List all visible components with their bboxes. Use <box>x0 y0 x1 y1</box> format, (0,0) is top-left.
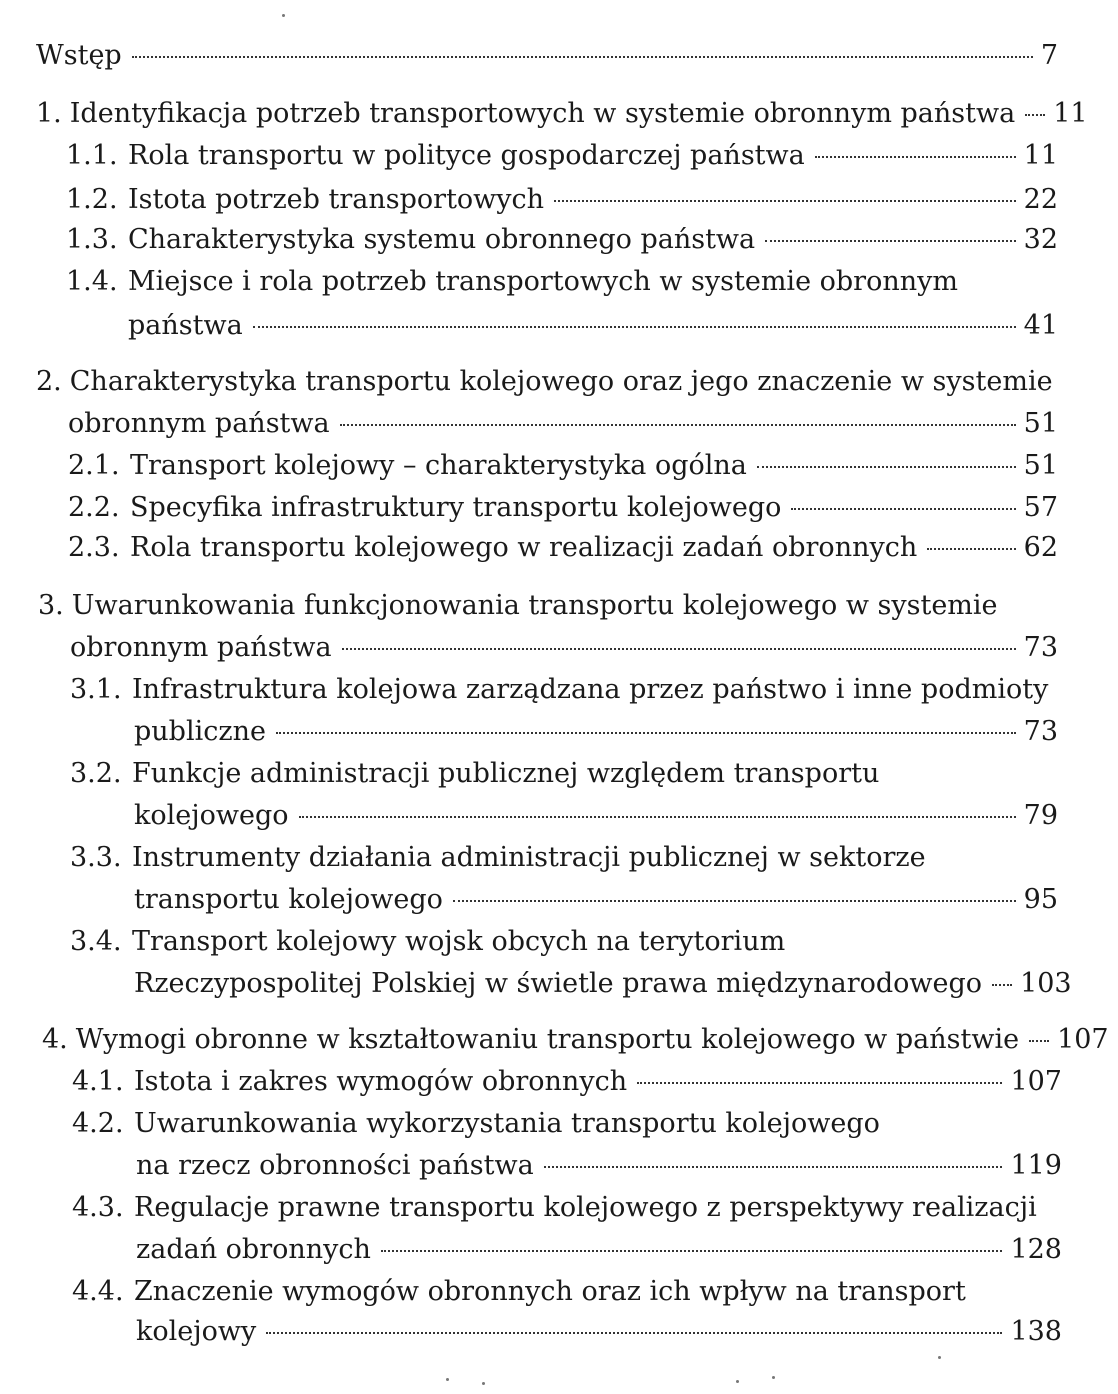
toc-section-1-1[interactable] <box>66 136 1058 176</box>
toc-section-title: Istota i zakres wymogów obronnych <box>134 1066 628 1097</box>
dot-leader <box>757 466 1016 468</box>
toc-section-title-continued: kolejowy <box>136 1316 257 1347</box>
toc-section-title: Istota potrzeb transportowych <box>128 184 545 215</box>
toc-section-3-1-line2[interactable] <box>134 712 1058 752</box>
toc-section-page: 62 <box>1023 532 1058 563</box>
dot-leader <box>276 732 1016 734</box>
toc-section-number: 2.3. <box>68 532 120 563</box>
toc-section-number: 4.1. <box>72 1066 124 1097</box>
toc-section-title: Rola transportu w polityce gospodarczej państwa <box>128 140 805 171</box>
dot-leader <box>453 900 1016 902</box>
toc-section-number: 1.1. <box>66 140 118 171</box>
scan-speck <box>736 1380 739 1383</box>
toc-section-title-continued: transportu kolejowego <box>134 884 443 915</box>
toc-section-title: Transport kolejowy wojsk obcych na terytorium <box>132 926 786 957</box>
scan-speck <box>282 14 285 17</box>
toc-section-1-3[interactable] <box>66 220 1058 260</box>
toc-section-page: 57 <box>1023 492 1058 523</box>
toc-entry-page: 7 <box>1040 40 1058 71</box>
toc-chapter-page: 51 <box>1023 408 1058 439</box>
scan-speck <box>938 1356 941 1359</box>
toc-section-number: 2.1. <box>68 450 120 481</box>
toc-section-page: 107 <box>1010 1066 1062 1097</box>
toc-section-page: 95 <box>1023 884 1058 915</box>
toc-section-4-1[interactable] <box>72 1062 1062 1102</box>
toc-chapter-number: 1. <box>36 98 62 129</box>
toc-chapter-3-line2[interactable] <box>70 628 1058 668</box>
toc-section-title: Rola transportu kolejowego w realizacji zadań obronnych <box>130 532 918 563</box>
toc-section-3-2-line2[interactable] <box>134 796 1058 836</box>
toc-section-1-4-line2[interactable] <box>128 306 1058 346</box>
dot-leader <box>815 156 1016 158</box>
toc-chapter-2-line2[interactable] <box>68 404 1058 444</box>
toc-section-4-2-line2[interactable] <box>136 1146 1062 1186</box>
toc-section-title-continued: Rzeczypospolitej Polskiej w świetle prawa międzynarodowego <box>134 968 983 999</box>
toc-section-number: 3.2. <box>70 758 122 789</box>
toc-section-title: Instrumenty działania administracji publicznej w sektorze <box>132 842 926 873</box>
toc-section-title-continued: publiczne <box>134 716 266 747</box>
toc-section-page: 73 <box>1023 716 1058 747</box>
toc-section-4-2-line1[interactable] <box>72 1104 1062 1144</box>
toc-section-title: Infrastruktura kolejowa zarządzana przez państwo i inne podmioty <box>132 674 1049 705</box>
toc-section-2-3[interactable] <box>68 528 1058 568</box>
toc-section-1-4-line1[interactable] <box>66 262 1058 302</box>
toc-section-4-3-line2[interactable] <box>136 1230 1062 1270</box>
toc-section-page: 11 <box>1023 140 1058 171</box>
toc-section-title: Znaczenie wymogów obronnych oraz ich wpływ na transport <box>134 1276 966 1307</box>
toc-chapter-page: 107 <box>1057 1024 1109 1055</box>
toc-section-title: Specyfika infrastruktury transportu kolejowego <box>130 492 782 523</box>
toc-chapter-number: 3. <box>38 590 64 621</box>
toc-section-number: 1.2. <box>66 184 118 215</box>
dot-leader <box>1029 1040 1049 1042</box>
toc-chapter-number: 4. <box>42 1024 68 1055</box>
toc-section-number: 4.2. <box>72 1108 124 1139</box>
toc-section-number: 4.3. <box>72 1192 124 1223</box>
toc-section-page: 51 <box>1023 450 1058 481</box>
toc-chapter-title: Identyfikacja potrzeb transportowych w systemie obronnym państwa <box>69 98 1016 129</box>
toc-section-title: Miejsce i rola potrzeb transportowych w systemie obronnym <box>128 266 958 297</box>
toc-entry-title: Wstęp <box>36 40 122 71</box>
toc-section-page: 79 <box>1023 800 1058 831</box>
toc-section-number: 1.4. <box>66 266 118 297</box>
toc-chapter-title-continued: obronnym państwa <box>68 408 330 439</box>
toc-section-3-4-line2[interactable] <box>134 964 1072 1004</box>
toc-section-page: 138 <box>1010 1316 1062 1347</box>
dot-leader <box>266 1332 1002 1334</box>
toc-chapter-title: Charakterystyka transportu kolejowego oraz jego znaczenie w systemie <box>69 366 1053 397</box>
toc-section-title-continued: kolejowego <box>134 800 289 831</box>
toc-section-3-3-line2[interactable] <box>134 880 1058 920</box>
toc-section-number: 4.4. <box>72 1276 124 1307</box>
toc-section-number: 2.2. <box>68 492 120 523</box>
toc-section-number: 3.4. <box>70 926 122 957</box>
toc-section-title: Uwarunkowania wykorzystania transportu kolejowego <box>134 1108 880 1139</box>
toc-section-3-2-line1[interactable] <box>70 754 1058 794</box>
toc-section-page: 32 <box>1023 224 1058 255</box>
toc-section-page: 41 <box>1023 310 1058 341</box>
toc-chapter-2-line1[interactable] <box>36 362 1058 402</box>
dot-leader <box>544 1166 1003 1168</box>
toc-chapter-title-continued: obronnym państwa <box>70 632 332 663</box>
toc-section-3-1-line1[interactable] <box>70 670 1058 710</box>
dot-leader <box>554 200 1016 202</box>
dot-leader <box>381 1250 1003 1252</box>
toc-section-title: Transport kolejowy – charakterystyka ogólna <box>130 450 747 481</box>
toc-chapter-1[interactable] <box>36 94 1088 134</box>
toc-entry-intro[interactable] <box>36 36 1058 76</box>
dot-leader <box>253 326 1016 328</box>
dot-leader <box>1025 114 1045 116</box>
toc-section-title-continued: na rzecz obronności państwa <box>136 1150 534 1181</box>
dot-leader <box>340 424 1016 426</box>
toc-section-title-continued: zadań obronnych <box>136 1234 371 1265</box>
toc-section-2-2[interactable] <box>68 488 1058 528</box>
toc-chapter-number: 2. <box>36 366 62 397</box>
scan-speck <box>772 1376 775 1379</box>
toc-section-3-3-line1[interactable] <box>70 838 1058 878</box>
scan-speck <box>446 1378 449 1381</box>
toc-chapter-title: Uwarunkowania funkcjonowania transportu kolejowego w systemie <box>71 590 998 621</box>
dot-leader <box>132 56 1033 58</box>
toc-section-title: Charakterystyka systemu obronnego państwa <box>128 224 756 255</box>
dot-leader <box>637 1082 1002 1084</box>
dot-leader <box>342 648 1016 650</box>
toc-section-1-2[interactable] <box>66 180 1058 220</box>
toc-section-title: Funkcje administracji publicznej względem transportu <box>132 758 880 789</box>
toc-section-4-4-line2[interactable] <box>136 1312 1062 1352</box>
toc-section-page: 128 <box>1010 1234 1062 1265</box>
toc-chapter-page: 11 <box>1053 98 1088 129</box>
toc-section-number: 1.3. <box>66 224 118 255</box>
toc-section-page: 103 <box>1020 968 1072 999</box>
dot-leader <box>791 508 1015 510</box>
toc-section-4-3-line1[interactable] <box>72 1188 1062 1228</box>
toc-section-2-1[interactable] <box>68 446 1058 486</box>
scan-speck <box>482 1382 485 1385</box>
dot-leader <box>927 548 1015 550</box>
toc-chapter-3-line1[interactable] <box>38 586 1058 626</box>
dot-leader <box>299 816 1016 818</box>
toc-section-page: 22 <box>1023 184 1058 215</box>
toc-section-4-4-line1[interactable] <box>72 1272 1062 1312</box>
toc-chapter-page: 73 <box>1023 632 1058 663</box>
toc-section-title-continued: państwa <box>128 310 243 341</box>
toc-section-3-4-line1[interactable] <box>70 922 1058 962</box>
toc-section-page: 119 <box>1010 1150 1062 1181</box>
dot-leader <box>992 984 1012 986</box>
toc-section-title: Regulacje prawne transportu kolejowego z perspektywy realizacji <box>134 1192 1037 1223</box>
toc-chapter-title: Wymogi obronne w kształtowaniu transportu kolejowego w państwie <box>75 1024 1020 1055</box>
toc-chapter-4[interactable] <box>42 1020 1109 1060</box>
toc-section-number: 3.1. <box>70 674 122 705</box>
dot-leader <box>765 240 1016 242</box>
toc-section-number: 3.3. <box>70 842 122 873</box>
